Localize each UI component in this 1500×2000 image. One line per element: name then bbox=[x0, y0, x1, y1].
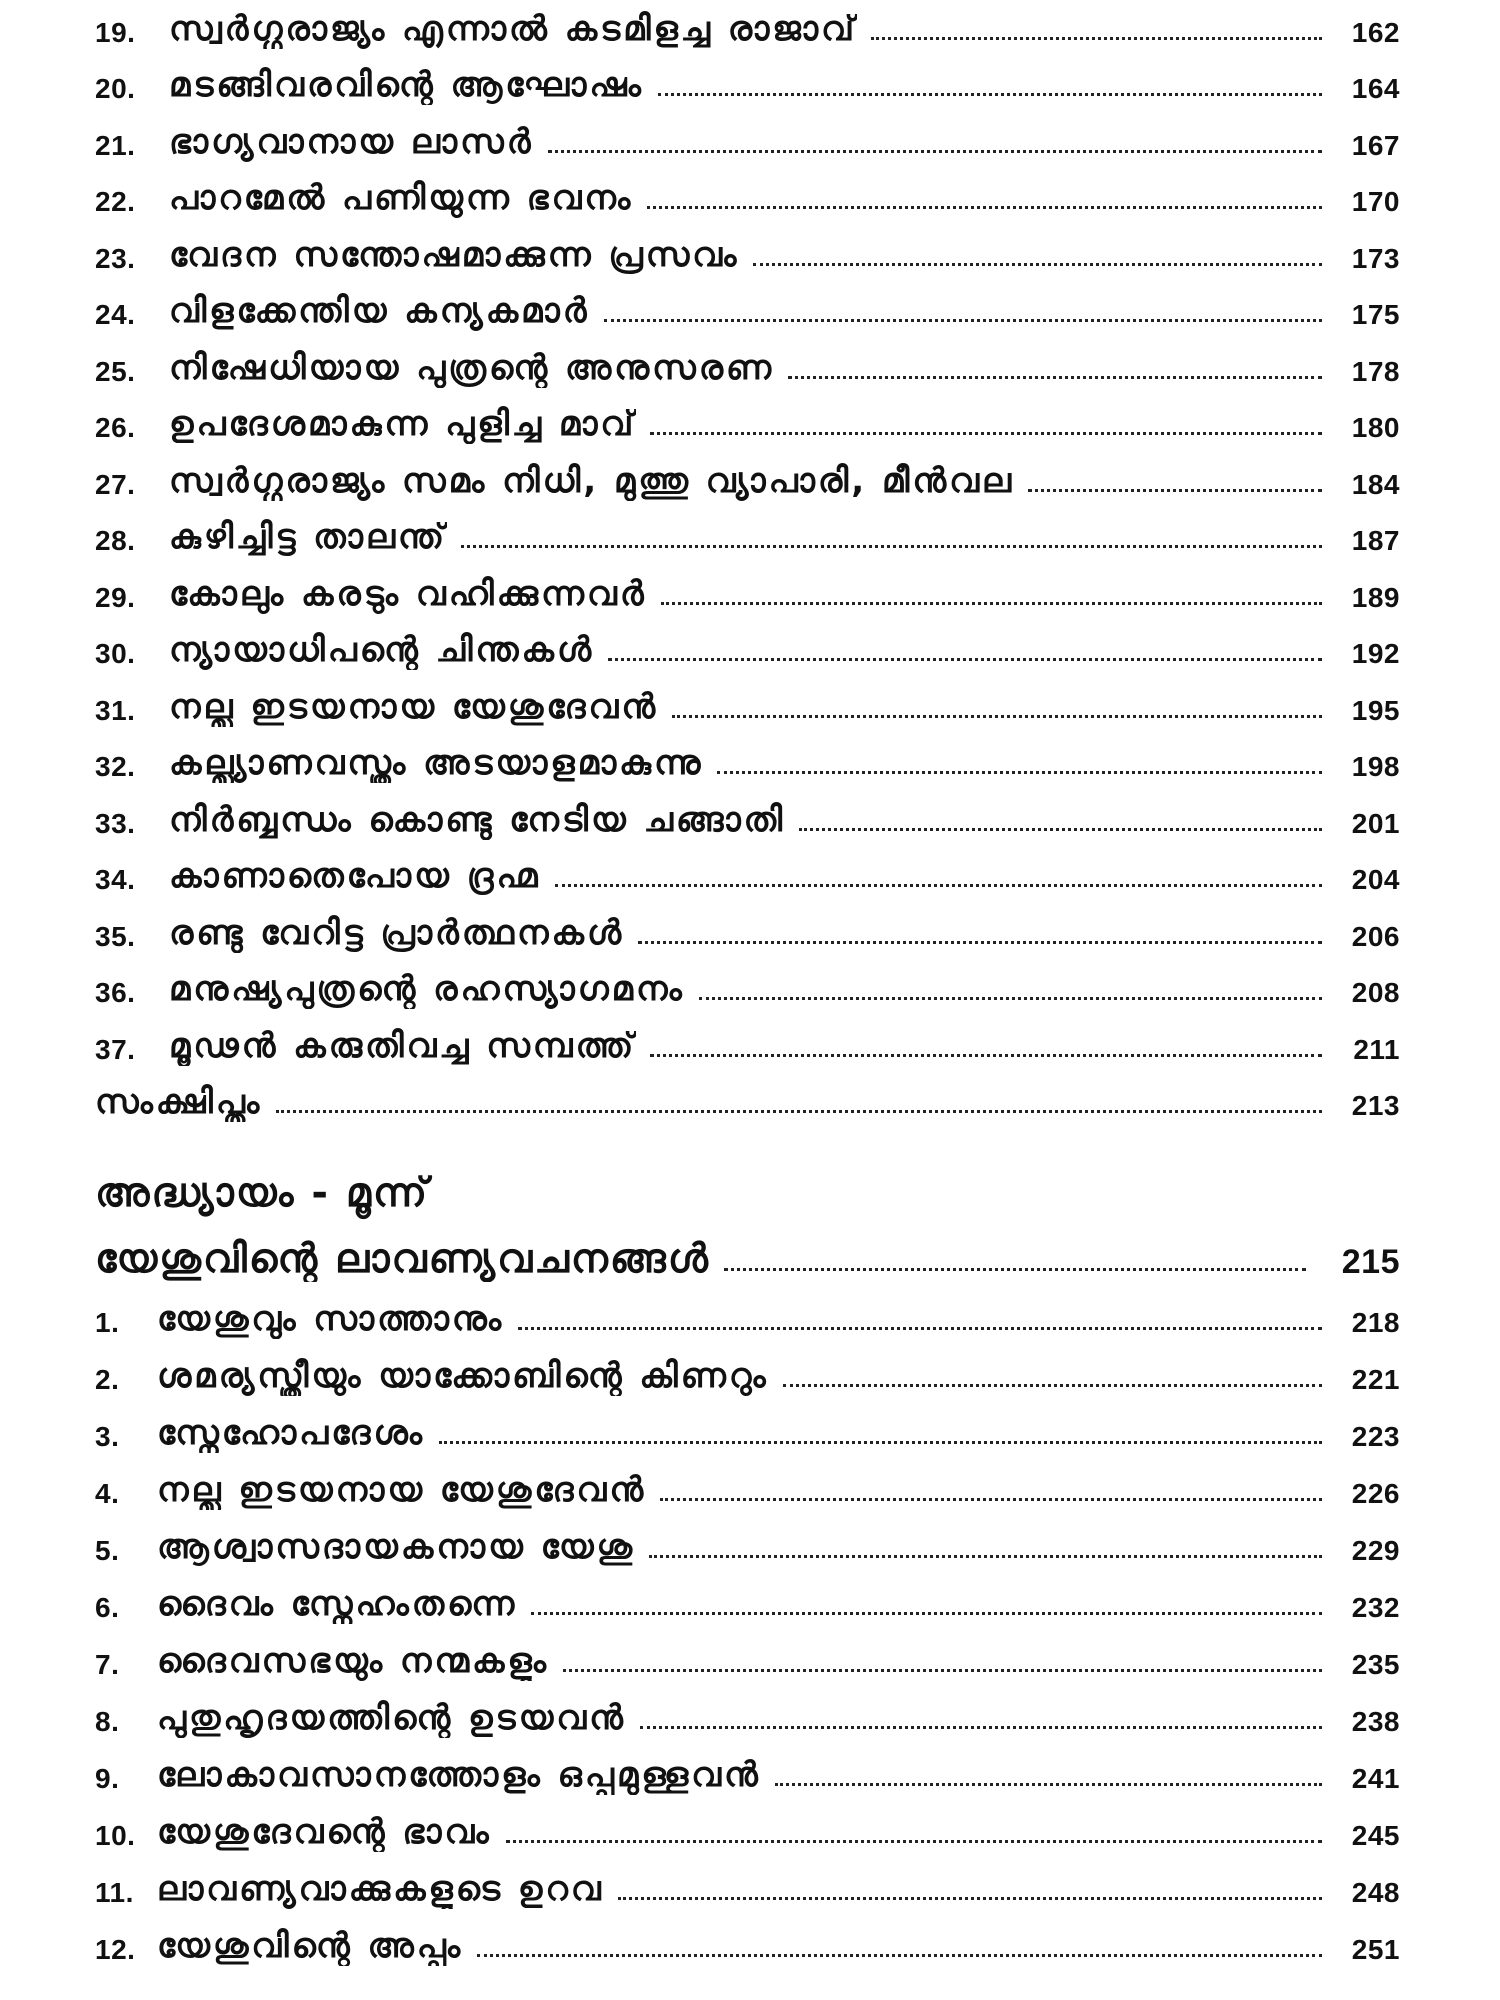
entry-number: 1. bbox=[95, 1307, 120, 1338]
entry-title: മൂഢൻ കരുതിവച്ച സമ്പത്ത് bbox=[169, 1025, 637, 1066]
dot-leader bbox=[871, 37, 1322, 40]
toc-entry bbox=[95, 444, 1400, 501]
toc-entry bbox=[95, 1510, 1400, 1567]
toc-entry bbox=[95, 1009, 1400, 1066]
toc-entry bbox=[95, 218, 1400, 275]
dot-leader bbox=[439, 1441, 1322, 1444]
entry-number: 11. bbox=[95, 1877, 134, 1908]
entry-page-number: 170 bbox=[1351, 186, 1400, 217]
entry-number: 28. bbox=[95, 525, 136, 556]
entry-page-number: 175 bbox=[1351, 299, 1400, 330]
entry-number: 12. bbox=[95, 1934, 136, 1965]
entry-number: 19. bbox=[95, 16, 136, 48]
entry-title: ഭാഗ്യവാനായ ലാസർ bbox=[169, 121, 534, 162]
entry-number: 35. bbox=[95, 920, 136, 952]
entry-title: രണ്ടു വേറിട്ട പ്രാർത്ഥനകൾ bbox=[169, 912, 625, 953]
dot-leader bbox=[717, 771, 1322, 774]
entry-page-number: 198 bbox=[1351, 751, 1400, 782]
toc-entry bbox=[95, 953, 1400, 1010]
entry-title: വിളക്കേന്തിയ കന്യകമാർ bbox=[169, 291, 590, 331]
entry-page-number: 187 bbox=[1351, 525, 1400, 556]
entry-page-number: 241 bbox=[1351, 1763, 1400, 1794]
entry-page-number: 178 bbox=[1351, 355, 1400, 387]
entry-page-number: 189 bbox=[1351, 581, 1400, 613]
dot-leader bbox=[724, 1268, 1306, 1271]
dot-leader bbox=[604, 319, 1322, 322]
dot-leader bbox=[650, 1054, 1322, 1057]
entry-title: കുഴിച്ചിട്ട താലന്ത് bbox=[169, 517, 448, 557]
dot-leader bbox=[548, 150, 1322, 153]
entry-page-number: 184 bbox=[1351, 468, 1400, 500]
entry-title: മനുഷ്യപുത്രന്റെ രഹസ്യാഗമനം bbox=[169, 969, 685, 1009]
entry-page-number: 164 bbox=[1351, 73, 1400, 104]
entry-title: ലോകാവസാനത്തോളം ഒപ്പമുള്ളവൻ bbox=[157, 1755, 761, 1795]
dot-leader bbox=[608, 658, 1322, 661]
entry-title: പാറമേൽ പണിയുന്ന ഭവനം bbox=[169, 178, 634, 218]
entry-number: 30. bbox=[95, 638, 136, 669]
dot-leader bbox=[640, 1726, 1322, 1729]
entry-title: നല്ല ഇടയനായ യേശുദേവൻ bbox=[157, 1470, 647, 1510]
dot-leader bbox=[775, 1783, 1322, 1786]
toc-entry bbox=[95, 727, 1400, 784]
toc-entry bbox=[95, 49, 1400, 106]
dot-leader bbox=[477, 1954, 1322, 1957]
dot-leader bbox=[518, 1327, 1322, 1330]
entry-number: 27. bbox=[95, 468, 136, 500]
entry-number: 22. bbox=[95, 186, 136, 217]
entry-number: 37. bbox=[95, 1033, 136, 1065]
entry-page-number: 195 bbox=[1351, 694, 1400, 726]
entry-title: കല്ല്യാണവസ്ത്രം അടയാളമാകുന്നു bbox=[169, 743, 704, 783]
entry-title: ദൈവം സ്നേഹംതന്നെ bbox=[157, 1584, 518, 1624]
chapter-page-number: 215 bbox=[1341, 1243, 1400, 1281]
entry-page-number: 248 bbox=[1351, 1877, 1400, 1908]
entry-page-number: 167 bbox=[1351, 129, 1400, 161]
entry-page-number: 208 bbox=[1351, 977, 1400, 1008]
chapter-heading bbox=[95, 1164, 1400, 1282]
toc-entry bbox=[95, 1282, 1400, 1339]
entry-number: 2. bbox=[95, 1364, 120, 1395]
entry-title: വേദന സന്തോഷമാക്കുന്ന പ്രസവം bbox=[169, 234, 740, 275]
dot-leader bbox=[649, 1555, 1322, 1558]
entry-title: കാണാതെപോയ ദ്രഹ്മ bbox=[169, 856, 541, 896]
entry-number: 8. bbox=[95, 1706, 120, 1737]
toc-entry bbox=[95, 388, 1400, 445]
entry-title: യേശുവും സാത്താനും bbox=[157, 1299, 505, 1339]
entry-page-number: 232 bbox=[1351, 1592, 1400, 1623]
dot-leader bbox=[506, 1840, 1322, 1843]
entry-title: ദൈവസഭയും നന്മകളും bbox=[157, 1641, 550, 1681]
toc-entry bbox=[95, 1396, 1400, 1453]
entry-page-number: 204 bbox=[1351, 864, 1400, 895]
entry-title: യേശുദേവന്റെ ഭാവം bbox=[157, 1812, 492, 1852]
entry-title: കോലും കരടും വഹിക്കുന്നവർ bbox=[169, 573, 647, 614]
toc-entry bbox=[95, 0, 1400, 49]
dot-leader bbox=[660, 1498, 1322, 1501]
entry-number: 32. bbox=[95, 751, 136, 782]
toc-entry bbox=[95, 1453, 1400, 1510]
entry-page-number: 229 bbox=[1351, 1535, 1400, 1566]
dot-leader bbox=[783, 1384, 1322, 1387]
toc-entry bbox=[95, 1795, 1400, 1852]
entry-title: നല്ല ഇടയനായ യേശുദേവൻ bbox=[169, 686, 659, 727]
toc-list-chapter-three bbox=[95, 1282, 1400, 1966]
dot-leader bbox=[788, 376, 1322, 379]
entry-number: 25. bbox=[95, 355, 136, 387]
dot-leader bbox=[276, 1110, 1322, 1113]
entry-number: 7. bbox=[95, 1649, 120, 1680]
toc-entry bbox=[95, 1624, 1400, 1681]
dot-leader bbox=[658, 93, 1322, 96]
dot-leader bbox=[531, 1612, 1322, 1615]
dot-leader bbox=[650, 432, 1322, 435]
entry-title: നിഷേധിയായ പുത്രന്റെ അനുസരണ bbox=[169, 347, 775, 388]
entry-title: സ്വർഗ്ഗരാജ്യം സമം നിധി, മുത്തു വ്യാപാരി, മീൻവല bbox=[169, 460, 1015, 501]
dot-leader bbox=[563, 1669, 1322, 1672]
entry-title: ഉപദേശമാകുന്ന പുളിച്ച മാവ് bbox=[169, 404, 637, 444]
summary-title: സംക്ഷിപ്തം bbox=[95, 1082, 263, 1122]
dot-leader bbox=[618, 1897, 1322, 1900]
toc-entry bbox=[95, 105, 1400, 162]
dot-leader bbox=[799, 828, 1322, 831]
dot-leader bbox=[1028, 489, 1322, 492]
entry-number: 24. bbox=[95, 299, 136, 330]
entry-page-number: 173 bbox=[1351, 242, 1400, 274]
entry-number: 6. bbox=[95, 1592, 120, 1623]
entry-number: 4. bbox=[95, 1478, 120, 1509]
toc-entry bbox=[95, 896, 1400, 953]
toc-entry bbox=[95, 1567, 1400, 1624]
entry-title: ആശ്വാസദായകനായ യേശു bbox=[157, 1527, 636, 1567]
toc-entry bbox=[95, 501, 1400, 558]
chapter-label: അദ്ധ്യായം - മൂന്ന് bbox=[95, 1170, 430, 1216]
entry-number: 31. bbox=[95, 694, 136, 726]
entry-number: 10. bbox=[95, 1820, 136, 1851]
entry-title: മടങ്ങിവരവിന്റെ ആഘോഷം bbox=[169, 65, 644, 105]
toc-entry bbox=[95, 1738, 1400, 1795]
toc-entry bbox=[95, 670, 1400, 727]
entry-number: 36. bbox=[95, 977, 136, 1008]
entry-number: 34. bbox=[95, 864, 136, 895]
toc-entry bbox=[95, 614, 1400, 671]
toc-entry bbox=[95, 1852, 1400, 1909]
entry-title: പുതുഹൃദയത്തിന്റെ ഉടയവൻ bbox=[157, 1698, 626, 1738]
entry-page-number: 251 bbox=[1351, 1934, 1400, 1965]
entry-page-number: 221 bbox=[1351, 1364, 1400, 1395]
toc-entry bbox=[95, 1909, 1400, 1966]
entry-page-number: 180 bbox=[1351, 412, 1400, 443]
toc-entry bbox=[95, 331, 1400, 388]
entry-page-number: 201 bbox=[1351, 807, 1400, 839]
toc-entry bbox=[95, 275, 1400, 332]
toc-entry bbox=[95, 1681, 1400, 1738]
dot-leader bbox=[647, 206, 1322, 209]
toc-entry bbox=[95, 1339, 1400, 1396]
dot-leader bbox=[638, 941, 1322, 944]
entry-number: 21. bbox=[95, 129, 136, 161]
entry-number: 9. bbox=[95, 1763, 120, 1794]
entry-number: 3. bbox=[95, 1421, 120, 1452]
entry-title: സ്വർഗ്ഗരാജ്യം എന്നാൽ കടമിളച്ച രാജാവ് bbox=[169, 8, 858, 49]
entry-number: 23. bbox=[95, 242, 136, 274]
entry-title: ലാവണ്യവാക്കുകളുടെ ഉറവ bbox=[157, 1869, 604, 1909]
entry-number: 20. bbox=[95, 73, 136, 104]
entry-page-number: 223 bbox=[1351, 1421, 1400, 1452]
entry-page-number: 238 bbox=[1351, 1706, 1400, 1737]
toc-summary-entry bbox=[95, 1066, 1400, 1123]
toc-list-chapter-two bbox=[95, 0, 1400, 1122]
entry-title: നിർബ്ബന്ധം കൊണ്ടു നേടിയ ചങ്ങാതി bbox=[169, 799, 786, 840]
entry-title: യേശുവിന്റെ അപ്പം bbox=[157, 1926, 464, 1966]
toc-entry bbox=[95, 783, 1400, 840]
entry-page-number: 211 bbox=[1353, 1033, 1400, 1065]
entry-page-number: 162 bbox=[1351, 16, 1400, 48]
toc-entry bbox=[95, 840, 1400, 897]
entry-page-number: 235 bbox=[1351, 1649, 1400, 1680]
dot-leader bbox=[661, 602, 1322, 605]
chapter-title-row bbox=[95, 1222, 1400, 1282]
toc-entry bbox=[95, 162, 1400, 219]
toc-entry bbox=[95, 557, 1400, 614]
entry-page-number: 192 bbox=[1351, 638, 1400, 669]
entry-number: 5. bbox=[95, 1535, 120, 1566]
entry-title: സ്നേഹോപദേശം bbox=[157, 1413, 425, 1453]
entry-number: 26. bbox=[95, 412, 136, 443]
summary-page-number: 213 bbox=[1351, 1090, 1400, 1121]
chapter-title: യേശുവിന്റെ ലാവണ്യവചനങ്ങൾ bbox=[95, 1236, 710, 1282]
dot-leader bbox=[555, 884, 1322, 887]
entry-number: 29. bbox=[95, 581, 136, 613]
entry-page-number: 245 bbox=[1351, 1820, 1400, 1851]
dot-leader bbox=[699, 997, 1322, 1000]
dot-leader bbox=[672, 715, 1322, 718]
dot-leader bbox=[461, 545, 1322, 548]
dot-leader bbox=[753, 263, 1322, 266]
entry-title: ന്യായാധിപന്റെ ചിന്തകൾ bbox=[169, 630, 595, 670]
entry-number: 33. bbox=[95, 807, 136, 839]
entry-page-number: 218 bbox=[1351, 1307, 1400, 1338]
entry-title: ശമര്യസ്ത്രീയും യാക്കോബിന്റെ കിണറും bbox=[157, 1356, 769, 1396]
entry-page-number: 226 bbox=[1351, 1478, 1400, 1509]
entry-page-number: 206 bbox=[1351, 920, 1400, 952]
